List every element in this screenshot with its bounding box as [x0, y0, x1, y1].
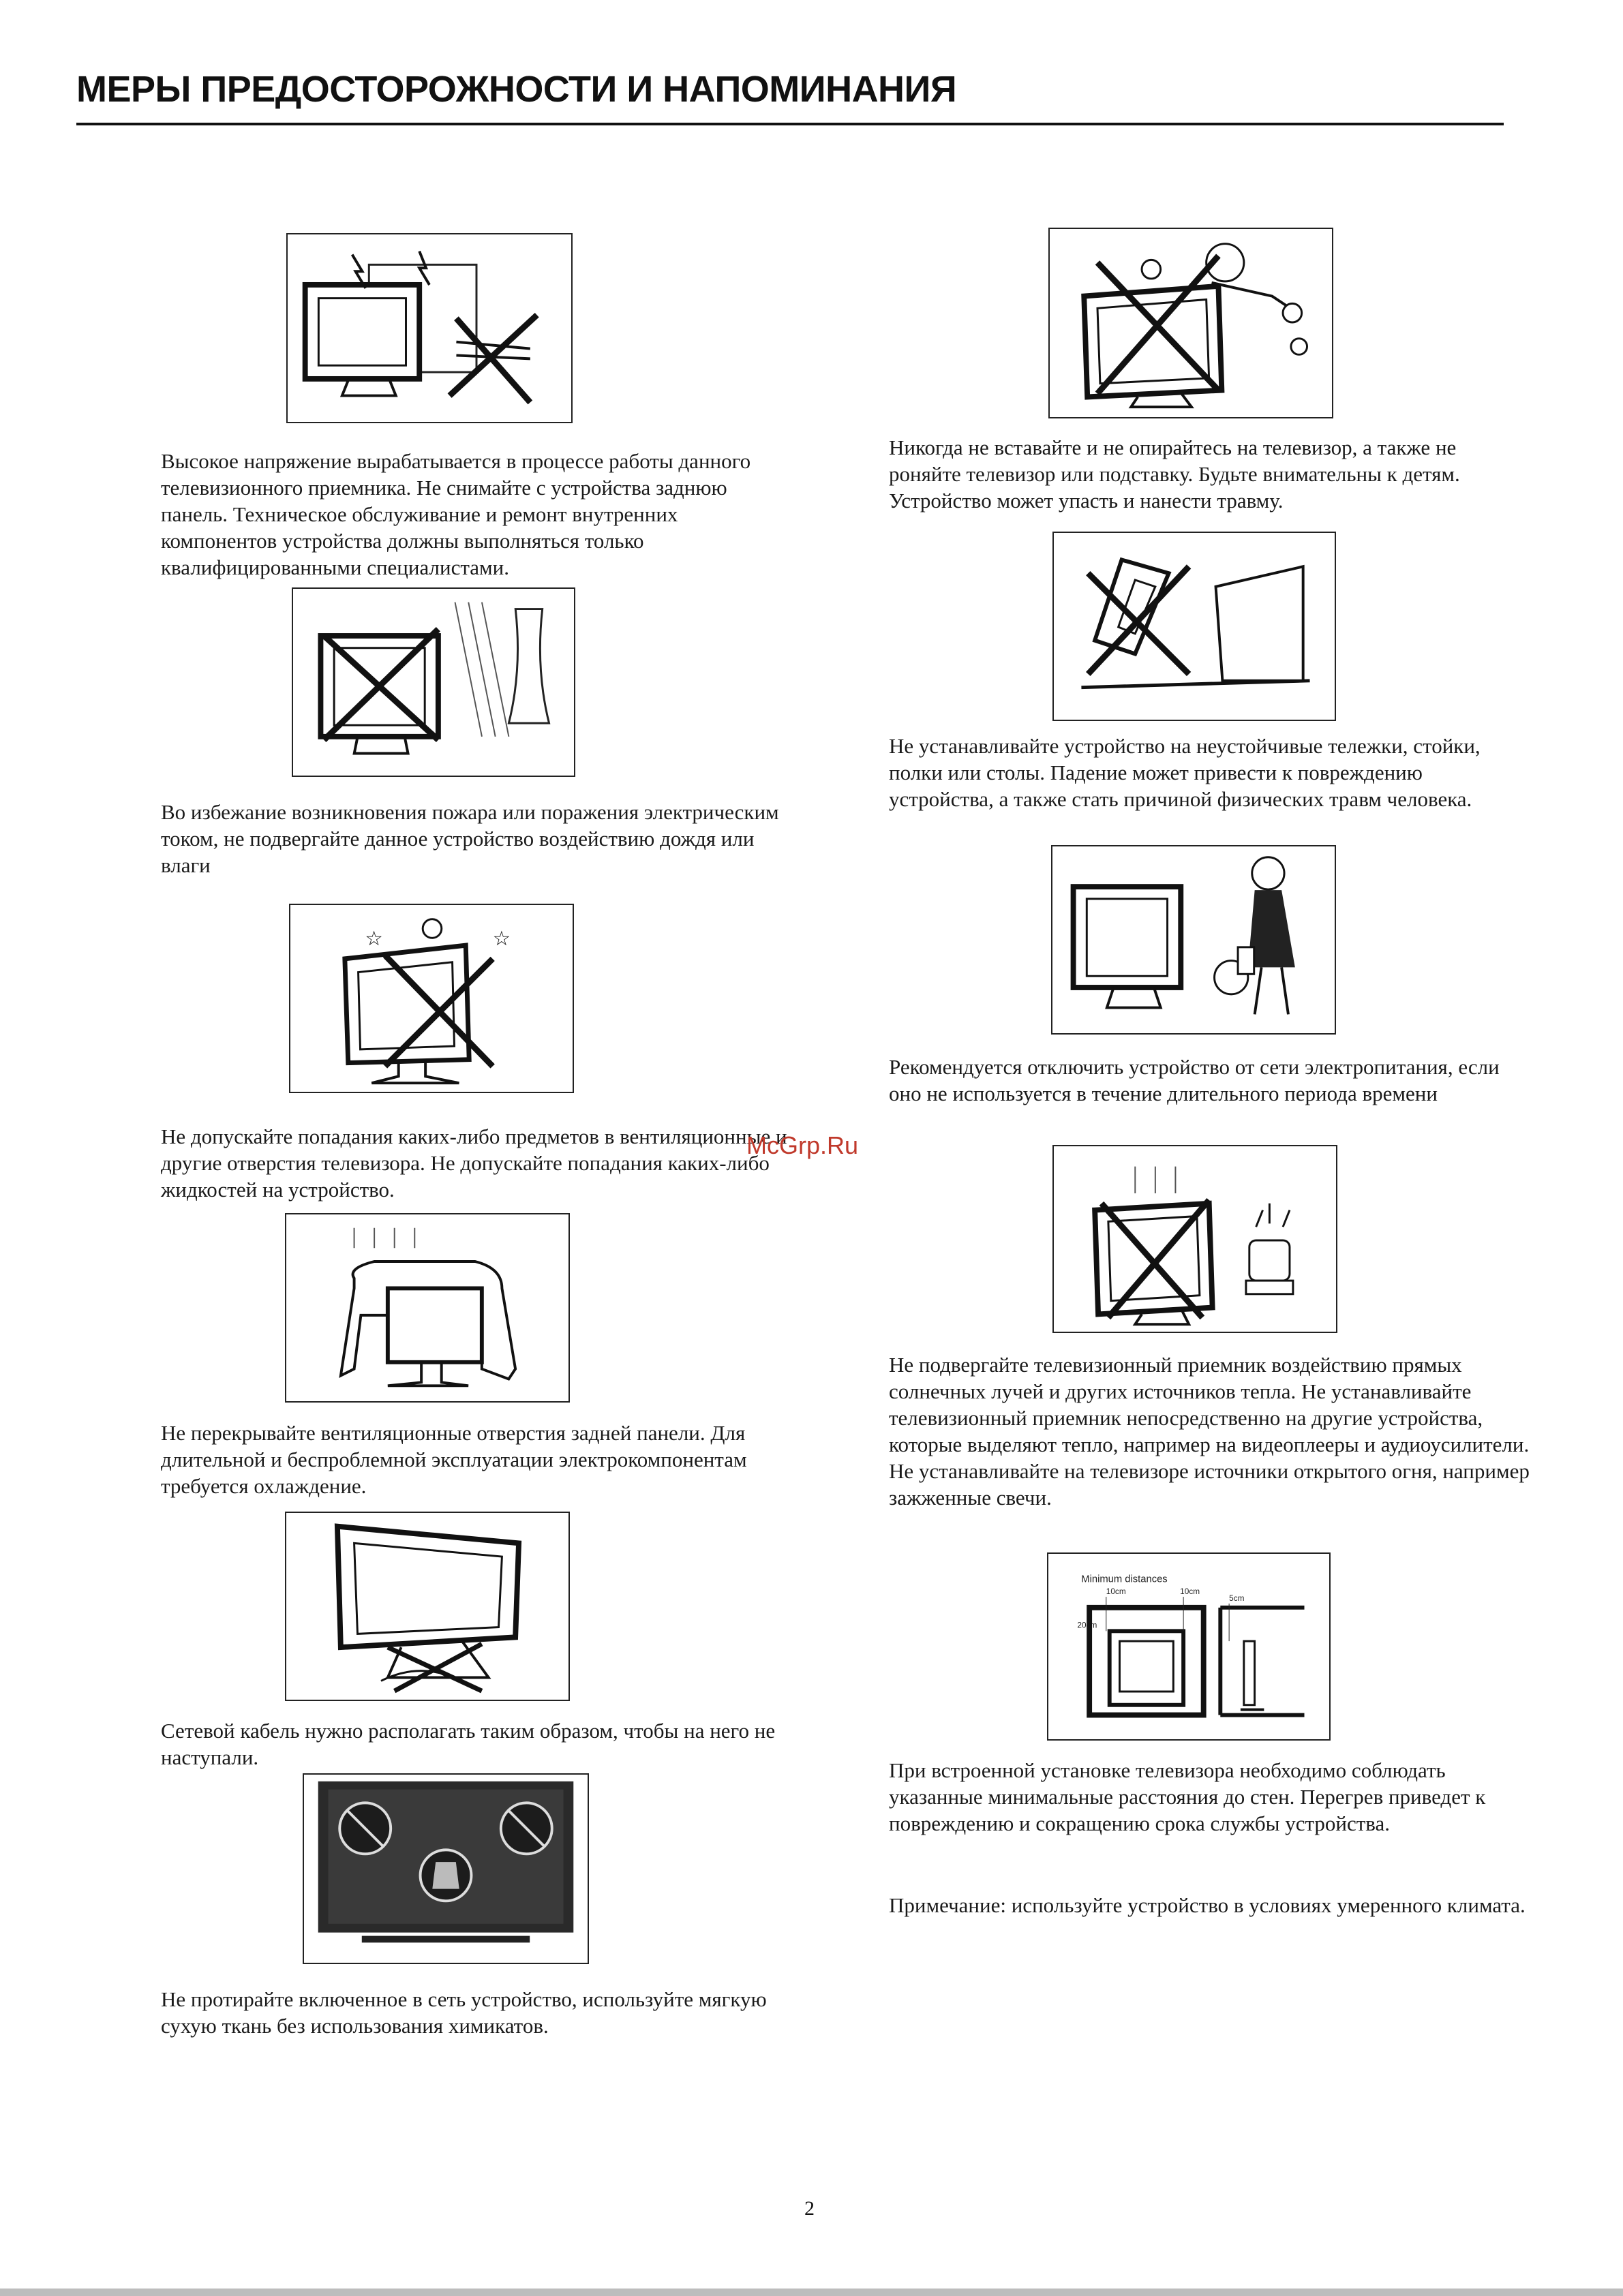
bottom-bar: [0, 2289, 1623, 2296]
tv-unplug-icon: [1052, 846, 1335, 1033]
caption-rain: Во избежание возникновения пожара или поражения электрическим током, не подвергайте данное устройство воздействию дождя или влаги: [161, 800, 779, 877]
tv-unstable-icon: [1054, 533, 1335, 720]
caption-note: Примечание: используйте устройство в условиях умеренного климата.: [889, 1893, 1526, 1917]
caption-cleaning: Не протирайте включенное в сеть устройство, используйте мягкую сухую ткань без использования химикатов.: [161, 1987, 767, 2038]
distance-top-left: 10cm: [1106, 1587, 1126, 1597]
title-divider: [76, 123, 1504, 125]
watermark: McGrp.Ru: [746, 1131, 859, 1159]
illustration-cable: [285, 1512, 570, 1701]
tv-climbing-icon: [1050, 229, 1332, 417]
tv-cable-icon: [286, 1513, 568, 1700]
illustration-covered: [285, 1213, 570, 1403]
page-number: 2: [804, 2197, 815, 2220]
tv-covered-icon: [286, 1214, 568, 1401]
tv-heat-icon: [1054, 1146, 1336, 1332]
illustration-rain: [292, 587, 575, 777]
caption-min-distances: При встроенной установке телевизора необходимо соблюдать указанные минимальные расстояния до стен. Перегрев приведет к повреждению и сокращению срока службы устройства.: [889, 1758, 1486, 1835]
illustration-objects: [289, 904, 574, 1093]
distance-top: 20cm: [1077, 1620, 1097, 1630]
caption-covered: Не перекрывайте вентиляционные отверстия задней панели. Для длительной и беспроблемной эксплуатации электрокомпонентам требуется охлаждение.: [161, 1421, 747, 1498]
illustration-climbing: [1048, 228, 1333, 418]
min-distances-label: Minimum distances: [1081, 1574, 1168, 1585]
distance-top-right: 10cm: [1180, 1587, 1200, 1597]
illustration-heat: [1052, 1145, 1337, 1333]
illustration-min-distances: [1047, 1552, 1331, 1741]
page-title: МЕРЫ ПРЕДОСТОРОЖНОСТИ И НАПОМИНАНИЯ: [76, 69, 957, 110]
min-distances-diagram: [1048, 1554, 1329, 1739]
distance-side: 5cm: [1229, 1593, 1245, 1603]
tv-back-panel-icon: [288, 234, 571, 422]
caption-unplug: Рекомендуется отключить устройство от сети электропитания, если оно не используется в течение длительного периода времени: [889, 1055, 1500, 1105]
tv-cleaning-icon: [304, 1775, 588, 1963]
illustration-unplug: [1051, 845, 1336, 1035]
caption-unstable: Не устанавливайте устройство на неустойчивые тележки, стойки, полки или столы. Падение может привести к повреждению устройства, а также стать причиной физических травм человека.: [889, 734, 1481, 811]
caption-climbing: Никогда не вставайте и не опирайтесь на телевизор, а также не роняйте телевизор или подставку. Будьте внимательны к детям. Устройство может упасть и нанести травму.: [889, 435, 1460, 512]
caption-heat: Не подвергайте телевизионный приемник воздействию прямых солнечных лучей и других источников тепла. Не устанавливайте телевизионный приемник непосредственно на другие устройства, которые выделяют тепло, например на видеоплееры и аудиоусилители. Не устанавливайте на телевизоре источники открытого огня, например зажженные свечи.: [889, 1353, 1530, 1510]
illustration-unstable: [1052, 532, 1336, 721]
svg-text:☆: ☆: [492, 928, 511, 951]
illustration-cleaning: [303, 1773, 589, 1964]
caption-objects: Не допускайте попадания каких-либо предметов в вентиляционные и другие отверстия телевизора. Не допускайте попадания каких-либо жидкостей на устройство.: [161, 1124, 787, 1201]
caption-back-panel: Высокое напряжение вырабатывается в процессе работы данного телевизионного приемника. Не снимайте с устройства заднюю панель. Техническое обслуживание и ремонт внутренних компонентов устройства должны выполняться только квалифицированными специалистами.: [161, 449, 751, 579]
tv-objects-icon: [290, 905, 573, 1092]
tv-rain-icon: [293, 589, 574, 776]
svg-text:☆: ☆: [365, 928, 383, 951]
illustration-back-panel: [286, 233, 573, 423]
caption-cable: Сетевой кабель нужно располагать таким образом, чтобы на него не наступали.: [161, 1719, 776, 1769]
